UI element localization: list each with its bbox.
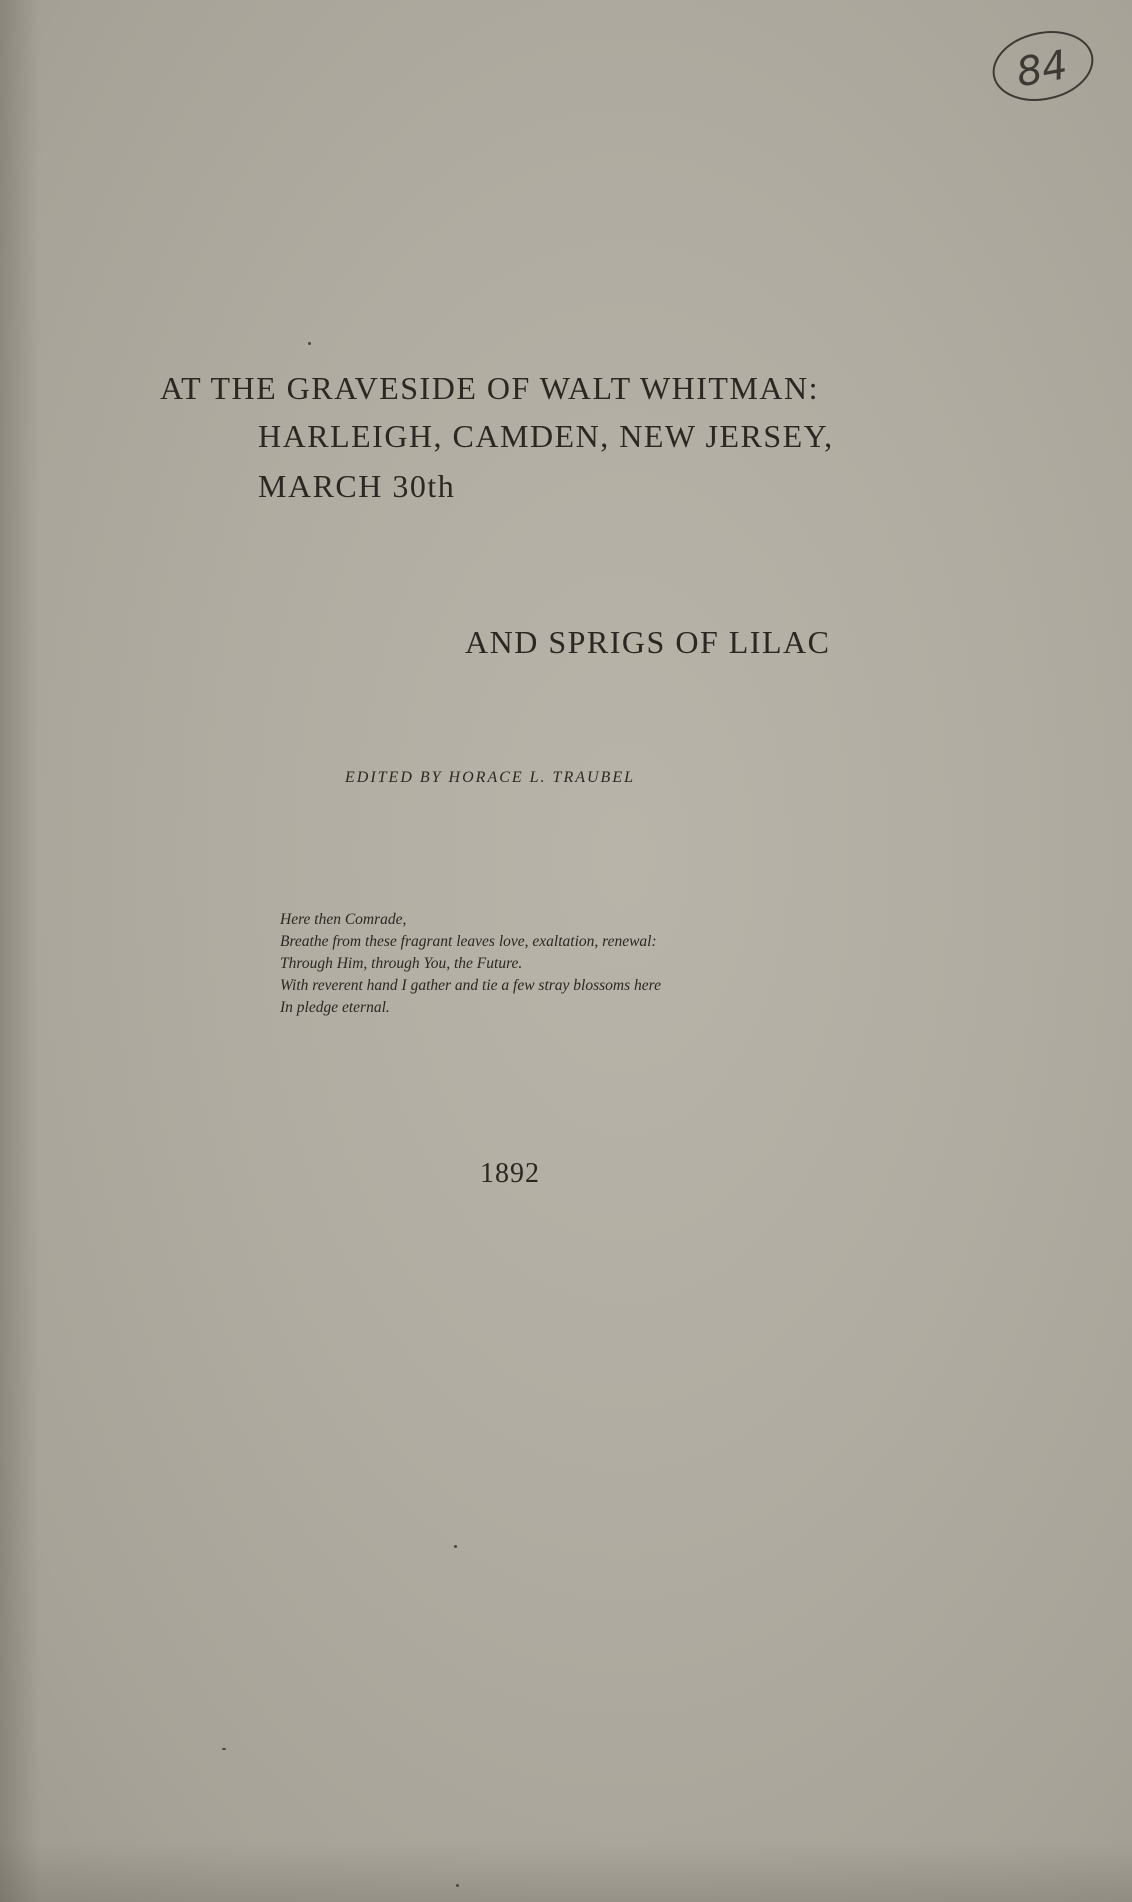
svg-text:84: 84 <box>1012 42 1072 97</box>
paper-bottom-shadow <box>0 1842 1132 1902</box>
epigraph-line: Through Him, through You, the Future. <box>280 955 523 972</box>
title-line-1: AT THE GRAVESIDE OF WALT WHITMAN: <box>160 370 820 406</box>
epigraph <box>280 909 661 1019</box>
paper-speck <box>454 1545 457 1548</box>
paper-speck <box>222 1748 226 1750</box>
paper-speck <box>456 1884 459 1887</box>
epigraph-line: In pledge eternal. <box>280 999 390 1016</box>
epigraph-line: With reverent hand I gather and tie a few stray blossoms here <box>280 977 661 994</box>
title-line-3: MARCH 30th <box>258 468 456 504</box>
title-line-2: HARLEIGH, CAMDEN, NEW JERSEY, <box>258 418 834 454</box>
pencil-catalogue-note <box>988 14 1098 114</box>
paper-edge-shadow <box>0 0 40 1902</box>
editor-credit: EDITED BY HORACE L. TRAUBEL <box>345 769 635 786</box>
publication-year: 1892 <box>480 1158 540 1189</box>
epigraph-line: Breathe from these fragrant leaves love, exaltation, renewal: <box>280 933 657 950</box>
subtitle: AND SPRIGS OF LILAC <box>465 624 831 660</box>
epigraph-line: Here then Comrade, <box>280 911 407 928</box>
paper-speck <box>308 342 311 345</box>
